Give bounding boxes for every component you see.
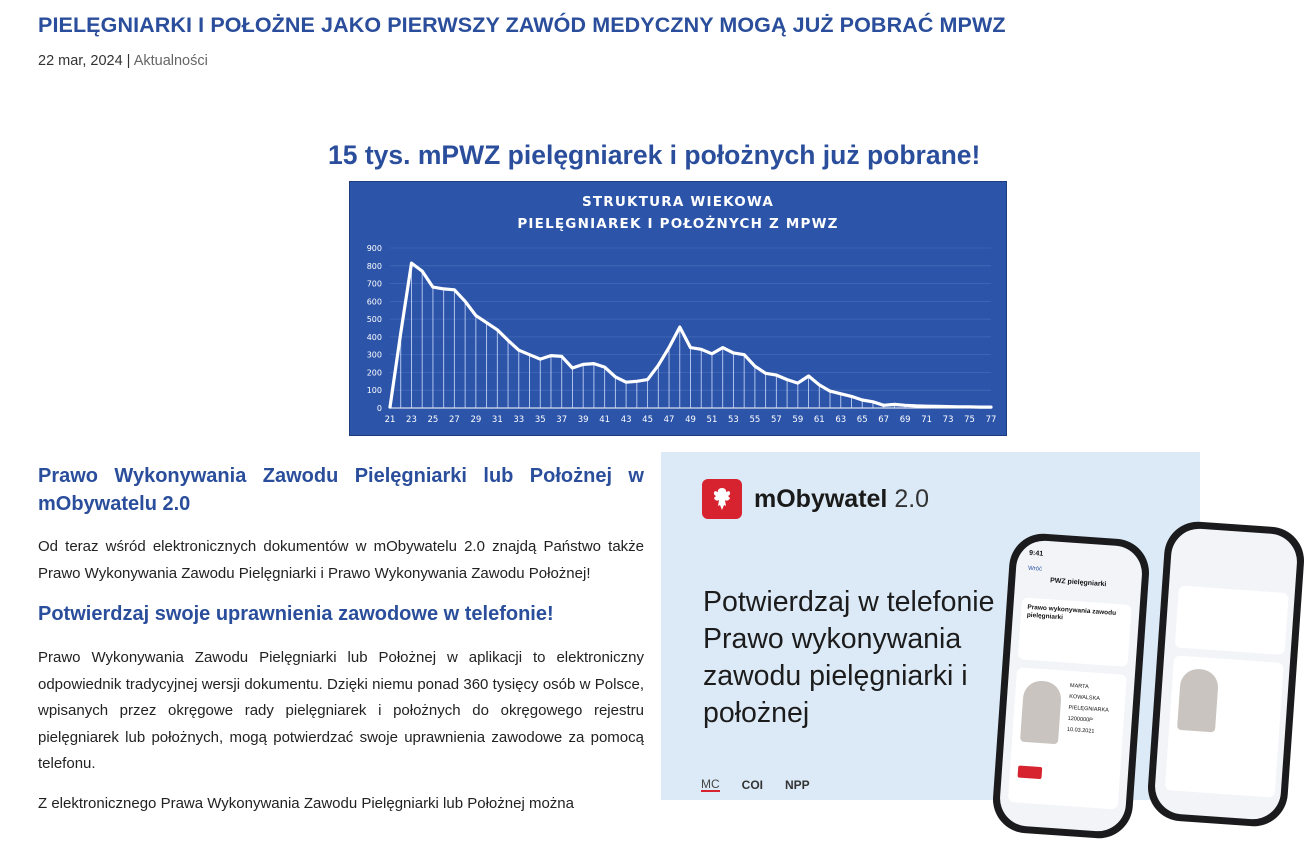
chart-title-line2: PIELĘGNIAREK I POŁOŻNYCH Z MPWZ: [517, 216, 839, 232]
infographic-headline: 15 tys. mPWZ pielęgniarek i położnych już pobrane!: [328, 140, 981, 170]
brand-name: mObywatel: [754, 485, 888, 513]
section-heading-pwz: Prawo Wykonywania Zawodu Pielęgniarki lub Położnej w mObywatelu 2.0: [38, 465, 644, 515]
phone-screen-title: PWZ pielęgniarki: [1049, 577, 1107, 589]
x-tick-label: 73: [942, 415, 954, 425]
x-tick-label: 47: [663, 415, 675, 425]
id-photo: [1020, 680, 1062, 744]
post-date: 22 mar, 2024: [38, 53, 123, 69]
x-tick-label: 61: [813, 415, 825, 425]
meta-separator: |: [122, 53, 134, 69]
x-tick-label: 65: [856, 415, 868, 425]
y-tick-label: 900: [366, 244, 382, 253]
phone-back-link: Wróć: [1027, 565, 1043, 573]
card-title: Prawo wykonywania zawodu pielęgniarki: [1026, 603, 1117, 622]
phone-screen: [998, 539, 1144, 833]
x-tick-label: 57: [770, 415, 782, 425]
x-tick-label: 39: [577, 415, 589, 425]
id-date: 10.03.2021: [1066, 726, 1095, 735]
phone-screen-2: [1153, 527, 1299, 821]
chart-x-ticks: [385, 415, 997, 425]
id-details: [1067, 681, 1111, 739]
x-tick-label: 55: [749, 415, 761, 425]
poland-eagle-logo: [702, 479, 742, 519]
x-tick-label: 45: [642, 415, 653, 425]
x-tick-label: 33: [513, 415, 525, 425]
id-last-name: KOWALSKA: [1069, 693, 1101, 703]
x-tick-label: 29: [470, 415, 482, 425]
chart-y-ticks: [367, 244, 382, 413]
x-tick-label: 69: [899, 415, 911, 425]
x-tick-label: 43: [620, 415, 632, 425]
y-tick-label: 600: [366, 297, 382, 307]
id-flag: [1017, 766, 1042, 780]
logo-mc: MC: [701, 777, 720, 791]
y-tick-label: 100: [366, 386, 382, 396]
y-tick-label: 400: [366, 332, 382, 342]
id-number: 1200000P: [1067, 715, 1093, 724]
x-tick-label: 77: [985, 415, 997, 425]
phone-id-card-2: [1165, 655, 1284, 797]
x-tick-label: 41: [599, 415, 611, 425]
x-tick-label: 23: [406, 415, 417, 425]
phone-card-2: [1175, 586, 1289, 656]
logo-coi: COI: [741, 778, 764, 792]
phone-mockup-2: [1146, 519, 1306, 828]
x-tick-label: 25: [427, 415, 439, 425]
x-tick-label: 75: [964, 415, 975, 425]
id-first-name: MARTA: [1069, 682, 1089, 691]
phone-id-card: [1008, 667, 1127, 809]
mobywatel-brand: [754, 485, 929, 514]
x-tick-label: 71: [921, 415, 933, 425]
category-link[interactable]: Aktualności: [133, 53, 208, 69]
id-profession: PIELĘGNIARKA: [1068, 704, 1109, 714]
paragraph-intro: Od teraz wśród elektronicznych dokumentów w mObywatelu 2.0 znajdą Państwo także Prawo Wykonywania Zawodu Pielęgniarki i Prawo Wykonywania Zawodu Położnej!: [38, 538, 644, 582]
x-tick-label: 49: [685, 415, 696, 425]
y-tick-label: 700: [366, 279, 382, 289]
chart-svg: [350, 182, 1006, 435]
x-tick-label: 21: [384, 415, 396, 425]
mobywatel-promo-image: [661, 452, 1200, 800]
promo-headline: Potwierdzaj w telefonie Prawo wykonywania zawodu pielęgniarki i położnej: [703, 586, 995, 729]
x-tick-label: 51: [706, 415, 718, 425]
x-tick-label: 27: [448, 415, 460, 425]
y-tick-label: 800: [366, 261, 382, 271]
x-tick-label: 37: [556, 415, 568, 425]
y-tick-label: 500: [366, 315, 382, 325]
logo-npp: NPP: [785, 778, 810, 792]
x-tick-label: 53: [728, 415, 739, 425]
paragraph-clipped-text: Z elektronicznego Prawa Wykonywania Zawodu Pielęgniarki lub Położnej można: [38, 795, 574, 812]
section-heading-confirm: Potwierdzaj swoje uprawnienia zawodowe w telefonie!: [38, 603, 554, 625]
x-tick-label: 35: [534, 415, 546, 425]
x-tick-label: 63: [835, 415, 847, 425]
post-title: PIELĘGNIARKI I POŁOŻNE JAKO PIERWSZY ZAWÓD MEDYCZNY MOGĄ JUŻ POBRAĆ MPWZ: [38, 13, 1006, 37]
y-tick-label: 300: [366, 350, 382, 360]
chart-drop-lines: [390, 263, 991, 408]
x-tick-label: 59: [792, 415, 804, 425]
x-tick-label: 67: [878, 415, 890, 425]
brand-version: 2.0: [887, 485, 930, 513]
age-structure-chart: [349, 181, 1007, 436]
y-tick-label: 0: [376, 404, 382, 413]
phone-card: [1018, 597, 1132, 667]
paragraph-description: Prawo Wykonywania Zawodu Pielęgniarki lub Położnej w aplikacji to elektroniczny odpowiednik tradycyjnej wersji dokumentu. Dzięki niemu ponad 360 tysięcy osób w Polsce, wpisanych przez okręgowe rady pielęgniarek i położnych do okręgowego rejestru pielęgniarek lub położnych, mogą potwierdzać swoje uprawnienia zawodowe za pomocą telefonu.: [38, 649, 644, 772]
y-tick-label: 200: [366, 368, 382, 378]
phone-mockup-1: [991, 531, 1152, 840]
id-photo-2: [1177, 668, 1219, 732]
phone-time: 9:41: [1028, 549, 1044, 558]
partner-logos: [701, 778, 810, 792]
x-tick-label: 31: [491, 415, 503, 425]
chart-title-line1: STRUKTURA WIEKOWA: [581, 194, 775, 210]
post-meta: [38, 53, 208, 69]
paragraph-clipped: [38, 791, 644, 812]
